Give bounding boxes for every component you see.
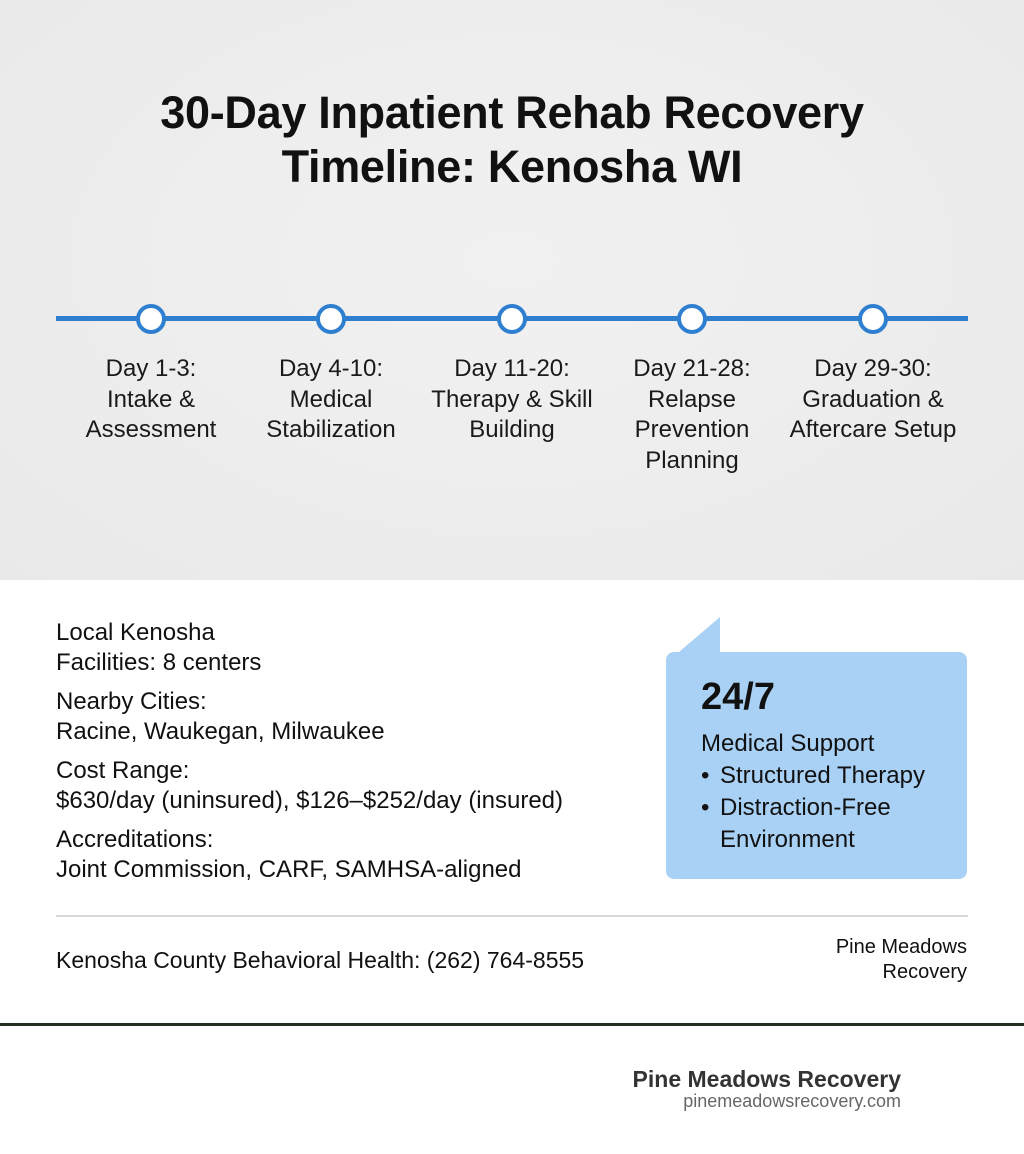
fact-value: $630/day (uninsured), $126–$252/day (insured)	[56, 787, 564, 814]
timeline-stage-3	[417, 354, 607, 446]
timeline-node-4	[677, 304, 707, 334]
timeline-node-5	[858, 304, 888, 334]
timeline-stage-4	[597, 354, 787, 476]
callout-headline: 24/7	[701, 676, 775, 718]
fact-label: Nearby Cities:	[56, 688, 207, 715]
title-line-1: 30-Day Inpatient Rehab Recovery	[160, 87, 864, 138]
stage-line: Relapse	[647, 385, 737, 413]
stage-line: Therapy & Skill	[431, 385, 593, 413]
stage-line: Day 11-20:	[454, 355, 570, 382]
section-divider	[56, 915, 968, 917]
stage-line: Day 21-28:	[633, 355, 751, 382]
callout-bullet-2	[701, 792, 967, 856]
timeline-stage-1	[56, 354, 246, 446]
brand-label	[836, 935, 967, 985]
bullet-dot-icon: •	[701, 794, 710, 821]
fact-accreditations	[56, 825, 636, 885]
stage-line: Assessment	[85, 416, 217, 443]
fact-value: Racine, Waukegan, Milwaukee	[56, 718, 385, 745]
callout-bullet-1	[701, 760, 967, 792]
brand-line-1: Pine Meadows	[835, 936, 967, 958]
fact-nearby-cities	[56, 687, 636, 747]
stage-line: Stabilization	[266, 416, 396, 443]
fact-label: Cost Range:	[56, 757, 190, 784]
facts-list	[56, 618, 636, 894]
bullet-text: Distraction-Free	[720, 794, 891, 821]
stage-line: Medical	[289, 385, 373, 413]
stage-line: Intake &	[106, 385, 196, 413]
bullet-text: Structured Therapy	[720, 762, 925, 789]
stage-line: Day 29-30:	[814, 355, 932, 382]
bullet-dot-icon: •	[701, 762, 710, 789]
stage-line: Day 4-10:	[278, 355, 384, 382]
timeline-node-2	[316, 304, 346, 334]
callout-line: Medical Support	[701, 730, 875, 757]
stage-line: Graduation &	[802, 385, 944, 413]
stage-line: Day 1-3:	[105, 355, 197, 382]
timeline-node-3	[497, 304, 527, 334]
stage-line: Prevention	[634, 416, 750, 443]
bullet-text: Environment	[720, 826, 855, 853]
fact-facilities	[56, 618, 636, 678]
stage-line: Planning	[645, 446, 739, 474]
fact-cost-range	[56, 756, 636, 816]
fact-value: Facilities: 8 centers	[56, 649, 262, 676]
timeline-stage-2	[236, 354, 426, 446]
stage-line: Building	[469, 416, 555, 443]
timeline-node-1	[136, 304, 166, 334]
fact-value: Joint Commission, CARF, SAMHSA-aligned	[56, 856, 522, 883]
support-callout	[666, 652, 967, 879]
footer-brand-name: Pine Meadows Recovery	[632, 1066, 901, 1092]
fact-label: Local Kenosha	[56, 619, 215, 646]
brand-line-2: Recovery	[882, 961, 967, 983]
footer-website-link[interactable]: pinemeadowsrecovery.com	[683, 1091, 901, 1111]
fact-label: Accreditations:	[56, 826, 214, 853]
page-title	[0, 86, 1024, 194]
contact-phone: Kenosha County Behavioral Health: (262) 764-8555	[56, 947, 585, 973]
title-line-2: Timeline: Kenosha WI	[281, 141, 743, 192]
stage-line: Aftercare Setup	[789, 416, 957, 443]
timeline-stage-5	[778, 354, 968, 446]
